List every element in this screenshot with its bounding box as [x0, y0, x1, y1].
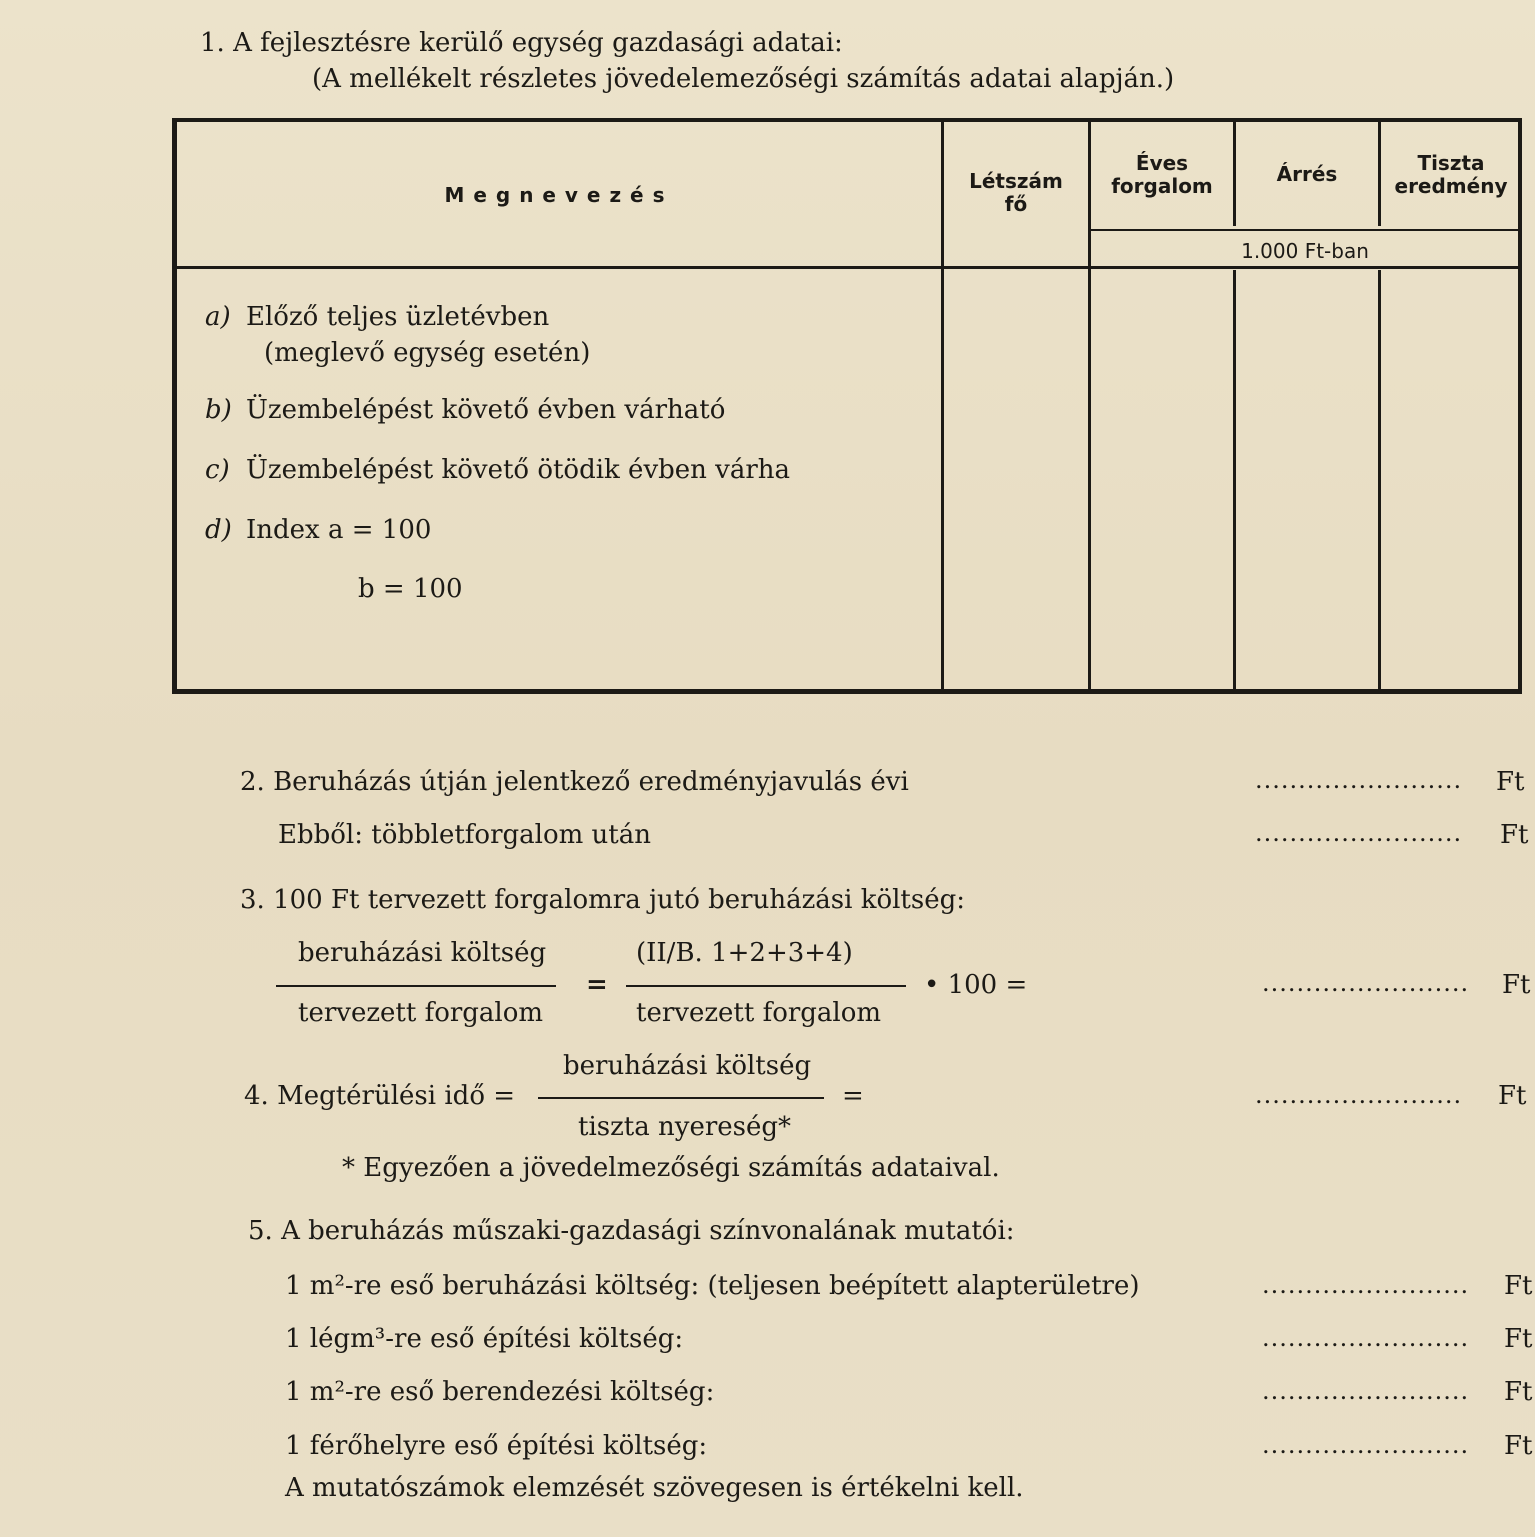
row-c-letter: c)	[205, 455, 230, 485]
section3-num-left: beruházási költség	[298, 938, 547, 968]
header-margin: Árrés	[1276, 162, 1338, 186]
table-col-divider	[1378, 122, 1381, 226]
row-a-letter: a)	[205, 302, 231, 332]
header-staff: Létszám	[969, 169, 1063, 193]
section2-line1-dots: ........................	[1255, 766, 1463, 794]
section5-item-2-unit: Ft	[1504, 1324, 1533, 1354]
section5-item-3-dots: ........................	[1262, 1377, 1470, 1405]
section3-den-right: tervezett forgalom	[636, 998, 882, 1028]
section3-num-right: (II/B. 1+2+3+4)	[636, 938, 853, 968]
section5-item-4-label: 1 férőhelyre eső építési költség:	[285, 1431, 708, 1461]
section5-item-2-dots: ........................	[1262, 1324, 1470, 1352]
section4-fraction-bar	[538, 1097, 824, 1099]
section5-item-4-dots: ........................	[1262, 1431, 1470, 1459]
header-unit: 1.000 Ft-ban	[1241, 239, 1369, 263]
section5-item-3-label: 1 m²-re eső berendezési költség:	[285, 1377, 715, 1407]
row-d-label: Index a = 100	[246, 515, 432, 545]
section4-numerator: beruházási költség	[563, 1051, 812, 1081]
header-turnover-2: forgalom	[1111, 174, 1213, 198]
row-a-label: Előző teljes üzletévben	[246, 302, 550, 332]
section3-times-100: • 100 =	[924, 970, 1028, 1000]
section2-line1-unit: Ft	[1496, 767, 1525, 797]
row-d-letter: d)	[205, 515, 232, 545]
section2-line2-unit: Ft	[1500, 820, 1529, 850]
section4-equals: =	[842, 1081, 864, 1111]
section1-title: 1. A fejlesztésre kerülő egység gazdasági adatai:	[200, 28, 843, 58]
section5-item-1-label: 1 m²-re eső beruházási költség: (teljesen beépített alapterületre)	[285, 1271, 1140, 1301]
section5-item-2-label: 1 légm³-re eső építési költség:	[285, 1324, 684, 1354]
row-a-sublabel: (meglevő egység esetén)	[264, 338, 591, 368]
section4-denominator: tiszta nyereség*	[578, 1112, 792, 1142]
section2-line1: 2. Beruházás útján jelentkező eredményjavulás évi	[240, 767, 909, 797]
section2-line2-dots: ........................	[1255, 819, 1463, 847]
section4-dots: ........................	[1255, 1081, 1463, 1109]
section5-item-1-unit: Ft	[1504, 1271, 1533, 1301]
section3-unit: Ft	[1502, 970, 1531, 1000]
section5-item-4-unit: Ft	[1504, 1431, 1533, 1461]
section4-label: 4. Megtérülési idő =	[244, 1081, 516, 1111]
section3-fraction-bar-left	[276, 985, 556, 987]
section4-footnote: * Egyezően a jövedelmezőségi számítás adataival.	[342, 1153, 1000, 1183]
section5-closing: A mutatószámok elemzését szövegesen is értékelni kell.	[285, 1473, 1024, 1503]
section1-subtitle: (A mellékelt részletes jövedelemezőségi számítás adatai alapján.)	[312, 64, 1175, 94]
table-header-rule	[177, 266, 1519, 269]
header-turnover-1: Éves	[1135, 151, 1189, 175]
section4-unit: Ft	[1498, 1081, 1527, 1111]
section3-equals: =	[586, 970, 608, 1000]
section2-line2: Ebből: többletforgalom után	[278, 820, 651, 850]
row-b-label: Üzembelépést követő évben várható	[246, 395, 726, 425]
table-col-divider	[1088, 122, 1091, 689]
section3-fraction-bar-right	[626, 985, 906, 987]
section3-den-left: tervezett forgalom	[298, 998, 544, 1028]
table-col-divider	[1378, 270, 1381, 689]
section3-dots: ........................	[1262, 969, 1470, 997]
header-name: M e g n e v e z é s	[444, 183, 666, 207]
section5-item-1-dots: ........................	[1262, 1271, 1470, 1299]
header-net-1: Tiszta	[1417, 151, 1485, 175]
header-staff-unit: fő	[1004, 192, 1028, 216]
table-subheader-rule	[1091, 229, 1519, 231]
section5-item-3-unit: Ft	[1504, 1377, 1533, 1407]
row-d-index-b: b = 100	[358, 574, 463, 604]
header-net-2: eredmény	[1394, 174, 1508, 198]
row-b-letter: b)	[205, 395, 232, 425]
section5-title: 5. A beruházás műszaki-gazdasági színvonalának mutatói:	[248, 1216, 1015, 1246]
section3-title: 3. 100 Ft tervezett forgalomra jutó beruházási költség:	[240, 885, 966, 915]
table-col-divider	[1233, 270, 1236, 689]
row-c-label: Üzembelépést követő ötödik évben várha	[246, 455, 791, 485]
